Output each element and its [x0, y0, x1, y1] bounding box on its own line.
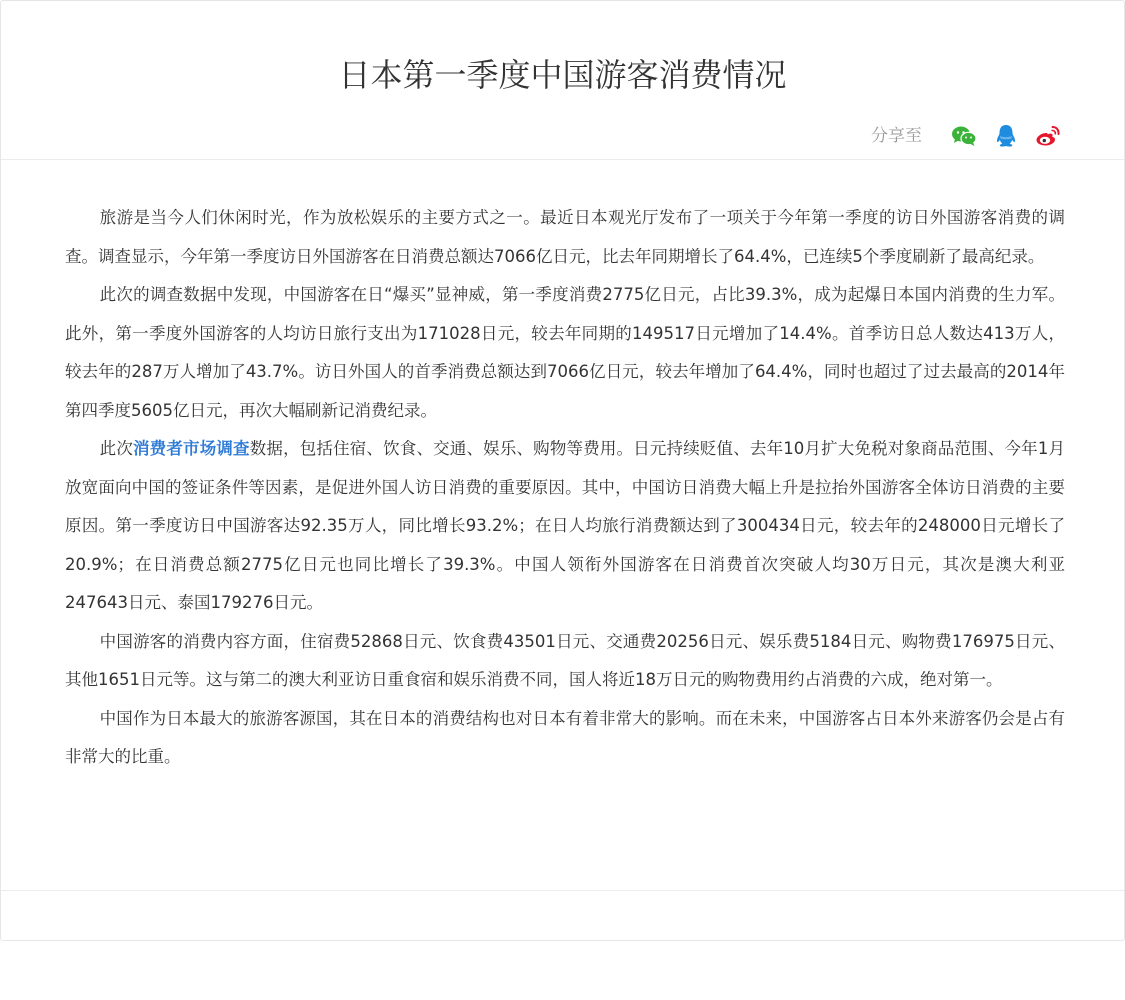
article-header: [1, 1, 1124, 160]
paragraph-intro: 旅游是当今人们休闲时光，作为放松娱乐的主要方式之一。最近日本观光厅发布了一项关于今年第一季度的访日外国游客消费的调查。调查显示，今年第一季度访日外国游客在日消费总额达7066亿日元，比去年同期增长了64.4%，已连续5个季度刷新了最高纪录。: [65, 208, 1065, 266]
weibo-icon: [1035, 125, 1061, 147]
consumer-market-survey-link[interactable]: 消费者市场调查: [133, 439, 250, 458]
wechat-icon: [951, 125, 977, 147]
article-footer: [1, 890, 1124, 941]
share-weibo-button[interactable]: [1034, 122, 1062, 150]
share-qq-button[interactable]: [992, 122, 1020, 150]
paragraph-consumer-survey: [65, 430, 1065, 623]
paragraph-survey-findings: 此次的调查数据中发现，中国游客在日“爆买”显神威，第一季度消费2775亿日元，占比39.3%，成为起爆日本国内消费的生力军。此外，第一季度外国游客的人均访日旅行支出为171028日元，较去年同期的149517日元增加了14.4%。首季访日总人数达413万人，较去年的287万人增加了43.7%。访日外国人的首季消费总额达到7066亿日元，较去年增加了64.4%，同时也超过了过去最高的2014年第四季度5605亿日元，再次大幅刷新记消费纪录。: [65, 285, 1065, 420]
share-bar: [871, 121, 1062, 151]
paragraph-text: 数据，包括住宿、饮食、交通、娱乐、购物等费用。日元持续贬值、去年10月扩大免税对象商品范围、今年1月放宽面向中国的签证条件等因素，是促进外国人访日消费的重要原因。其中，中国访日消费大幅上升是拉抬外国游客全体访日消费的主要原因。第一季度访日中国游客达92.35万人，同比增长93.2%；在日人均旅行消费额达到了300434日元，较去年的248000日元增长了20.9%；在日消费总额2775亿日元也同比增长了39.3%。中国人领衔外国游客在日消费首次突破人均30万日元，其次是澳大利亚247643日元、泰国179276日元。: [65, 439, 1066, 612]
share-wechat-button[interactable]: [950, 122, 978, 150]
qq-penguin-icon: [995, 124, 1017, 148]
page-title: 日本第一季度中国游客消费情况: [338, 56, 787, 94]
article-body: [65, 199, 1065, 777]
paragraph-text: 此次: [99, 439, 133, 458]
paragraph-conclusion: 中国作为日本最大的旅游客源国，其在日本的消费结构也对日本有着非常大的影响。而在未来，中国游客占日本外来游客仍会是占有非常大的比重。: [65, 708, 1065, 766]
paragraph-spending-breakdown: 中国游客的消费内容方面，住宿费52868日元、饮食费43501日元、交通费20256日元、娱乐费5184日元、购物费176975日元、其他1651日元等。这与第二的澳大利亚访日重食宿和娱乐消费不同，国人将近18万日元的购物费用约占消费的六成，绝对第一。: [65, 631, 1065, 689]
share-label: 分享至: [871, 126, 922, 146]
